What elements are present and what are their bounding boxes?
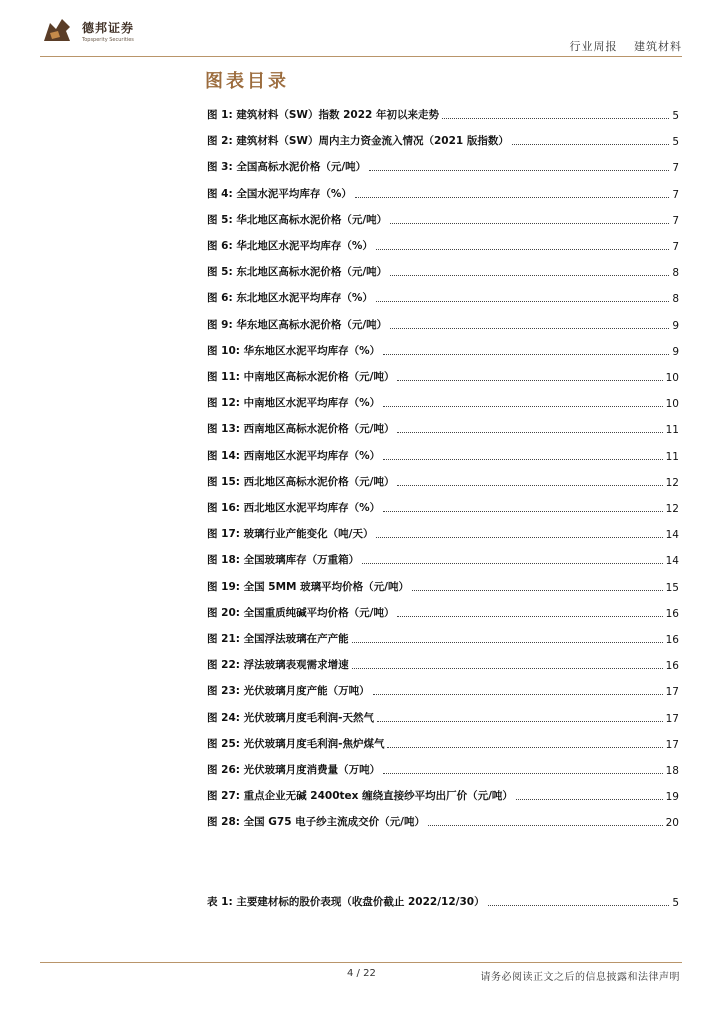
figure-entry-page: 10 — [665, 398, 679, 411]
dot-leader — [383, 459, 662, 460]
dot-leader — [428, 825, 663, 826]
figure-entry-label: 图 3: 全国高标水泥价格（元/吨） — [207, 161, 367, 174]
dot-leader — [383, 511, 662, 512]
figure-entry[interactable] — [207, 703, 679, 725]
dot-leader — [390, 275, 669, 276]
dot-leader — [390, 328, 669, 329]
figure-entry[interactable] — [207, 781, 679, 803]
figure-entry-label: 图 5: 东北地区高标水泥价格（元/吨） — [207, 266, 388, 279]
dot-leader — [442, 118, 669, 119]
dot-leader — [352, 668, 663, 669]
table-entry-label: 表 1: 主要建材标的股价表现（收盘价截止 2022/12/30） — [207, 895, 485, 908]
figure-entry-label: 图 17: 玻璃行业产能变化（吨/天） — [207, 528, 374, 541]
dot-leader — [373, 694, 663, 695]
dot-leader — [516, 799, 663, 800]
figure-entry-page: 14 — [665, 555, 679, 568]
figure-entry-page: 11 — [665, 450, 679, 463]
figure-entry-page: 7 — [672, 162, 679, 175]
figure-entry[interactable] — [207, 650, 679, 672]
figure-entry-label: 图 2: 建筑材料（SW）周内主力资金流入情况（2021 版指数） — [207, 135, 509, 148]
figure-entry-page: 14 — [665, 529, 679, 542]
table-entry[interactable] — [207, 887, 679, 909]
dot-leader — [377, 721, 663, 722]
figure-entry-label: 图 25: 光伏玻璃月度毛利润-焦炉煤气 — [207, 737, 385, 750]
dot-leader — [376, 301, 669, 302]
figure-entry-page: 5 — [672, 136, 679, 149]
dot-leader — [390, 223, 669, 224]
dot-leader — [352, 642, 663, 643]
figure-entry-label: 图 12: 中南地区水泥平均库存（%） — [207, 397, 381, 410]
figure-entry-label: 图 13: 西南地区高标水泥价格（元/吨） — [207, 423, 395, 436]
dot-leader — [512, 144, 669, 145]
figure-entry-page: 5 — [672, 110, 679, 122]
company-logo — [40, 14, 160, 48]
figure-entry[interactable] — [207, 231, 679, 253]
figure-entry-label: 图 24: 光伏玻璃月度毛利润-天然气 — [207, 711, 374, 724]
figure-entry-page: 9 — [672, 319, 679, 332]
figure-entry-label: 图 26: 光伏玻璃月度消费量（万吨） — [207, 764, 381, 776]
figure-entry[interactable] — [207, 126, 679, 148]
dot-leader — [397, 485, 662, 486]
dot-leader — [397, 432, 662, 433]
figure-entry-label: 图 5: 华北地区高标水泥价格（元/吨） — [207, 213, 388, 226]
figure-entry-label: 图 10: 华东地区水泥平均库存（%） — [207, 344, 381, 357]
dot-leader — [488, 905, 670, 906]
figure-entry-label: 图 16: 西北地区水泥平均库存（%） — [207, 502, 381, 514]
figure-entry-page: 12 — [665, 503, 679, 515]
figure-entry[interactable] — [207, 598, 679, 620]
figure-entry-label: 图 19: 全国 5MM 玻璃平均价格（元/吨） — [207, 580, 409, 593]
figure-entry[interactable] — [207, 729, 679, 751]
figure-entry-label: 图 6: 华北地区水泥平均库存（%） — [207, 240, 373, 252]
figure-entry[interactable] — [207, 336, 679, 358]
figure-entry-page: 16 — [665, 607, 679, 620]
figure-entry-page: 7 — [672, 214, 679, 227]
figure-entry-page: 18 — [665, 765, 679, 777]
dot-leader — [369, 170, 669, 171]
figure-entry-page: 15 — [665, 581, 679, 594]
table-entry-page: 5 — [672, 896, 679, 909]
page-header — [0, 0, 724, 60]
figure-entry[interactable] — [207, 362, 679, 384]
figure-entry-label: 图 4: 全国水泥平均库存（%） — [207, 187, 352, 200]
dot-leader — [397, 380, 662, 381]
figure-entry-page: 19 — [665, 791, 679, 804]
figure-entry-page: 17 — [665, 712, 679, 725]
figure-entry[interactable] — [207, 441, 679, 463]
figure-entry[interactable] — [207, 283, 679, 305]
figure-entry-label: 图 23: 光伏玻璃月度产能（万吨） — [207, 685, 370, 698]
figure-entry-label: 图 18: 全国玻璃库存（万重箱） — [207, 554, 360, 567]
dot-leader — [387, 747, 662, 748]
footer-divider — [40, 962, 682, 963]
figure-entry-page: 11 — [665, 424, 679, 437]
figure-entry-label: 图 11: 中南地区高标水泥价格（元/吨） — [207, 371, 395, 383]
brand-name-en: Topsperity Securities — [82, 37, 134, 43]
figure-entry-label: 图 6: 东北地区水泥平均库存（%） — [207, 292, 373, 305]
dot-leader — [412, 590, 663, 591]
header-divider — [40, 56, 682, 57]
figure-entry[interactable] — [207, 257, 679, 279]
figure-entry-label: 图 20: 全国重质纯碱平均价格（元/吨） — [207, 606, 395, 619]
figure-entry-page: 10 — [665, 372, 679, 384]
figure-entry[interactable] — [207, 676, 679, 698]
figure-entry[interactable] — [207, 467, 679, 489]
dot-leader — [383, 406, 662, 407]
figure-entry[interactable] — [207, 807, 679, 829]
figure-entry-label: 图 22: 浮法玻璃表观需求增速 — [207, 659, 349, 672]
figure-entry-page: 8 — [672, 267, 679, 280]
figure-entry-label: 图 27: 重点企业无碱 2400tex 缠绕直接纱平均出厂价（元/吨） — [207, 790, 513, 803]
dot-leader — [383, 354, 669, 355]
page-number: 4 / 22 — [347, 968, 376, 979]
figure-entry[interactable] — [207, 755, 679, 777]
toc-title: 图表目录 — [205, 71, 289, 92]
figure-entry-label: 图 15: 西北地区高标水泥价格（元/吨） — [207, 475, 395, 488]
figure-entry[interactable] — [207, 310, 679, 332]
figure-entry[interactable] — [207, 624, 679, 646]
figure-entry[interactable] — [207, 414, 679, 436]
figure-entry-page: 20 — [665, 817, 679, 830]
figure-entry[interactable] — [207, 179, 679, 201]
report-type: 行业周报 — [569, 40, 618, 53]
brand-name: 德邦证券 — [82, 21, 135, 35]
brand-mark-icon — [40, 15, 76, 47]
figure-entry[interactable] — [207, 100, 679, 122]
figure-entry[interactable] — [207, 519, 679, 541]
figure-entry-label: 图 28: 全国 G75 电子纱主流成交价（元/吨） — [207, 816, 425, 829]
dot-leader — [383, 773, 663, 774]
figure-entry-page: 16 — [665, 660, 679, 673]
figure-entry[interactable] — [207, 388, 679, 410]
figure-entry-label: 图 1: 建筑材料（SW）指数 2022 年初以来走势 — [207, 109, 439, 121]
header-tags — [570, 38, 683, 54]
figure-entry-page: 9 — [672, 345, 679, 358]
figure-entry-page: 8 — [672, 293, 679, 306]
figure-entry[interactable] — [207, 152, 679, 174]
industry-name: 建筑材料 — [634, 40, 682, 53]
figure-entry-page: 17 — [665, 738, 679, 751]
figure-entry-label: 图 14: 西南地区水泥平均库存（%） — [207, 449, 381, 462]
dot-leader — [376, 537, 662, 538]
figure-entry-label: 图 21: 全国浮法玻璃在产产能 — [207, 633, 349, 645]
figure-entry[interactable] — [207, 493, 679, 515]
figure-entry-page: 16 — [665, 634, 679, 646]
dot-leader — [362, 563, 663, 564]
figure-entry[interactable] — [207, 545, 679, 567]
figure-entry-page: 7 — [672, 241, 679, 253]
figure-entry[interactable] — [207, 205, 679, 227]
figure-entry[interactable] — [207, 572, 679, 594]
dot-leader — [397, 616, 662, 617]
figure-entry-page: 12 — [665, 476, 679, 489]
figure-entry-page: 17 — [665, 686, 679, 699]
legal-disclaimer: 请务必阅读正文之后的信息披露和法律声明 — [480, 972, 680, 983]
dot-leader — [355, 197, 669, 198]
figure-entry-label: 图 9: 华东地区高标水泥价格（元/吨） — [207, 318, 388, 331]
dot-leader — [376, 249, 669, 250]
figure-entry-page: 7 — [672, 188, 679, 201]
